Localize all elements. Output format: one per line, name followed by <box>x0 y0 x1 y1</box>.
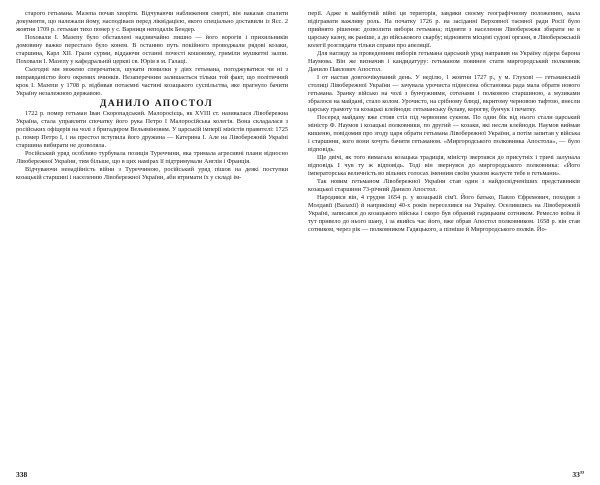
paragraph: Для нагляду за проведенням виборів гетьмана царський уряд направив на Україну лідера барона Наумова. Він же визначив і кандидатуру: гетьманом повинен стати миргородський полковник Данило Павлович Апостол. <box>308 49 580 73</box>
paragraph: Народився він, 4 грудня 1654 р. у козацькій сім'ї. Його батько, Павло Єфремович, походив з Молдавії (Валахії) й наприкінці 40-х років переселився на Україну. Оселившись на Лівобережній Україні, записався до козацького війська і скоро був обраний гадяцьким сотником. Ремесло воїна й тут привело до нього шану, і за якийсь час його, вже обрав Апостол полковником. 1658 р. він став сотником, через рік — полковником Гадяцького, а пізніше й Миргородського полків. Йо- <box>308 193 580 233</box>
page-number-superscript: зз <box>579 470 584 476</box>
paragraph: Так новим гетьманом Лівобережної України став один з найдосвідченіших представників козацької старшини 73-річний Данило Апостол. <box>308 177 580 193</box>
paragraph: перії. Адже в майбутній війні ця територія, завдяки своєму географічному положенню, мала відігравати важливу роль. На початку 1726 р. на засіданні Верховної таємної ради Росії було прийнято рішення: дозволити вибори гетьмана; підняти з населення Лівобережжя збирати не в царську казну, як раніше, а до військового скарбу; відновити місцеві судові органи, в Лівобережській колегії розглядати тільки справи про апеляції. <box>308 10 580 49</box>
paragraph: 1722 р. помер гетьман Іван Скоропадський. Малоросієць, як XVIII ст. називалася Лівобережна Україна, стала управляти спочатку його рука Петро І Малоросійська колегія. Вона складалася з російських офіцерів на чолі з бригадиром Вельяміновим. У царській імперії міністів правителі: 1725 р. помер Петро І, і на престол вступила його дружина — Катерина І. Але на Лівобережній Україні старшина вибирати не дозволяла. <box>16 109 288 149</box>
page-number-left: 338 <box>16 470 28 479</box>
chapter-title: ДАНИЛО АПОСТОЛ <box>99 98 214 109</box>
paragraph: Сьогодні ми можемо сперечатися, шукати помилки у діях гетьмана, погоджуватися чи ні з виправданістю його окремих вчинків. Незаперечним залишається тільки той факт, що політичний крок І. Мазепи у 1708 р. відбивав потаємні частині козацького суспільства, яке прагнуло бачити Україну незалежною державою. <box>16 65 288 97</box>
right-column <box>308 10 580 455</box>
paragraph: Поховали І. Мазепу було обставлені надзвичайно пишно — його ворогів і прихильників домовину важко перестало було конем. В останню путь покійного проводжали рядові козаки, старшина, Карл XII. Грали сурми, віддаючи останні почесті кошовому, гриміли мушкетні залпи. Поховали І. Мазепу у кафедральній церкві св. Юрія в м. Галаці. <box>16 33 288 65</box>
paragraph: Посеред майдану вже стояв стіл під червоним сукном. По один бік від нього стали царський міністр Ф. Наумов і козацькі полковники, по другий — козаки, які несли клейноди. Наумов виймав кишеню, повідомив про згоду царя обрати гетьмана Лівобережної України, а потім запитав у війська і старшини, кого вони хочуть бачити гетьманом. «Миргородського полковника Апостола», — було відповідь. <box>308 113 580 153</box>
paragraph: старого гетьмана. Мазепа почав хворіти. Відчуваючи наближення смерті, він наказав спалити документи, що належали йому, насподіваєв перед ліквідацією, якого спеціально доставили із Ясс. 2 жовтня 1709 р. гетьман тихо помер у с. Варниця неподалік Бендер. <box>16 10 288 33</box>
two-column-layout <box>16 10 584 455</box>
paragraph: Відчуваючи ненадійність війни з Туреччиною, російський уряд пішов на деякі поступки козацькій старшині і населенню Лівобережної України, аби втримати їх у складі ім- <box>16 165 288 181</box>
paragraph: Російський уряд особливо турбувала позиція Туреччини, яка тримала агресивні плани відносно Лівобережної України, тим більше, що в цих наміраx її підтримували Англія і Франція. <box>16 149 288 165</box>
paragraph: Ще двічі, як того вимагала козацька традиція, міністр звертався до присутніх і тричі залунала відповідь І чув ту ж відповідь. Тоді він звернувся до миргородського полковника: «Його імператорська величність во вільних голосах іменним своїм указом жалуєте тебе в гетьмани». <box>308 153 580 177</box>
page-footer <box>16 465 584 479</box>
paragraph: І от настав довгоочікуваний день. У неділю, 1 жовтня 1727 р., у м. Глухові — гетьманській столиці Лівобережної України — зачувала урочиста піднесена обстановка рада мала обрати нового гетьмана. Зранку військо на чолі з бунчужними, сотенами і полковою старшиною, а музиками збралося на майдані, стало колом. Урочисто, на срібному блюді, вкритому черновою тафтою, внесли царську грамоту та козацькі клейноди: гетьманську булаву, корогву, бунчук і печатку. <box>308 73 580 113</box>
left-column <box>16 10 288 455</box>
page-number-right: $33^{зз}$ <box>572 470 584 479</box>
